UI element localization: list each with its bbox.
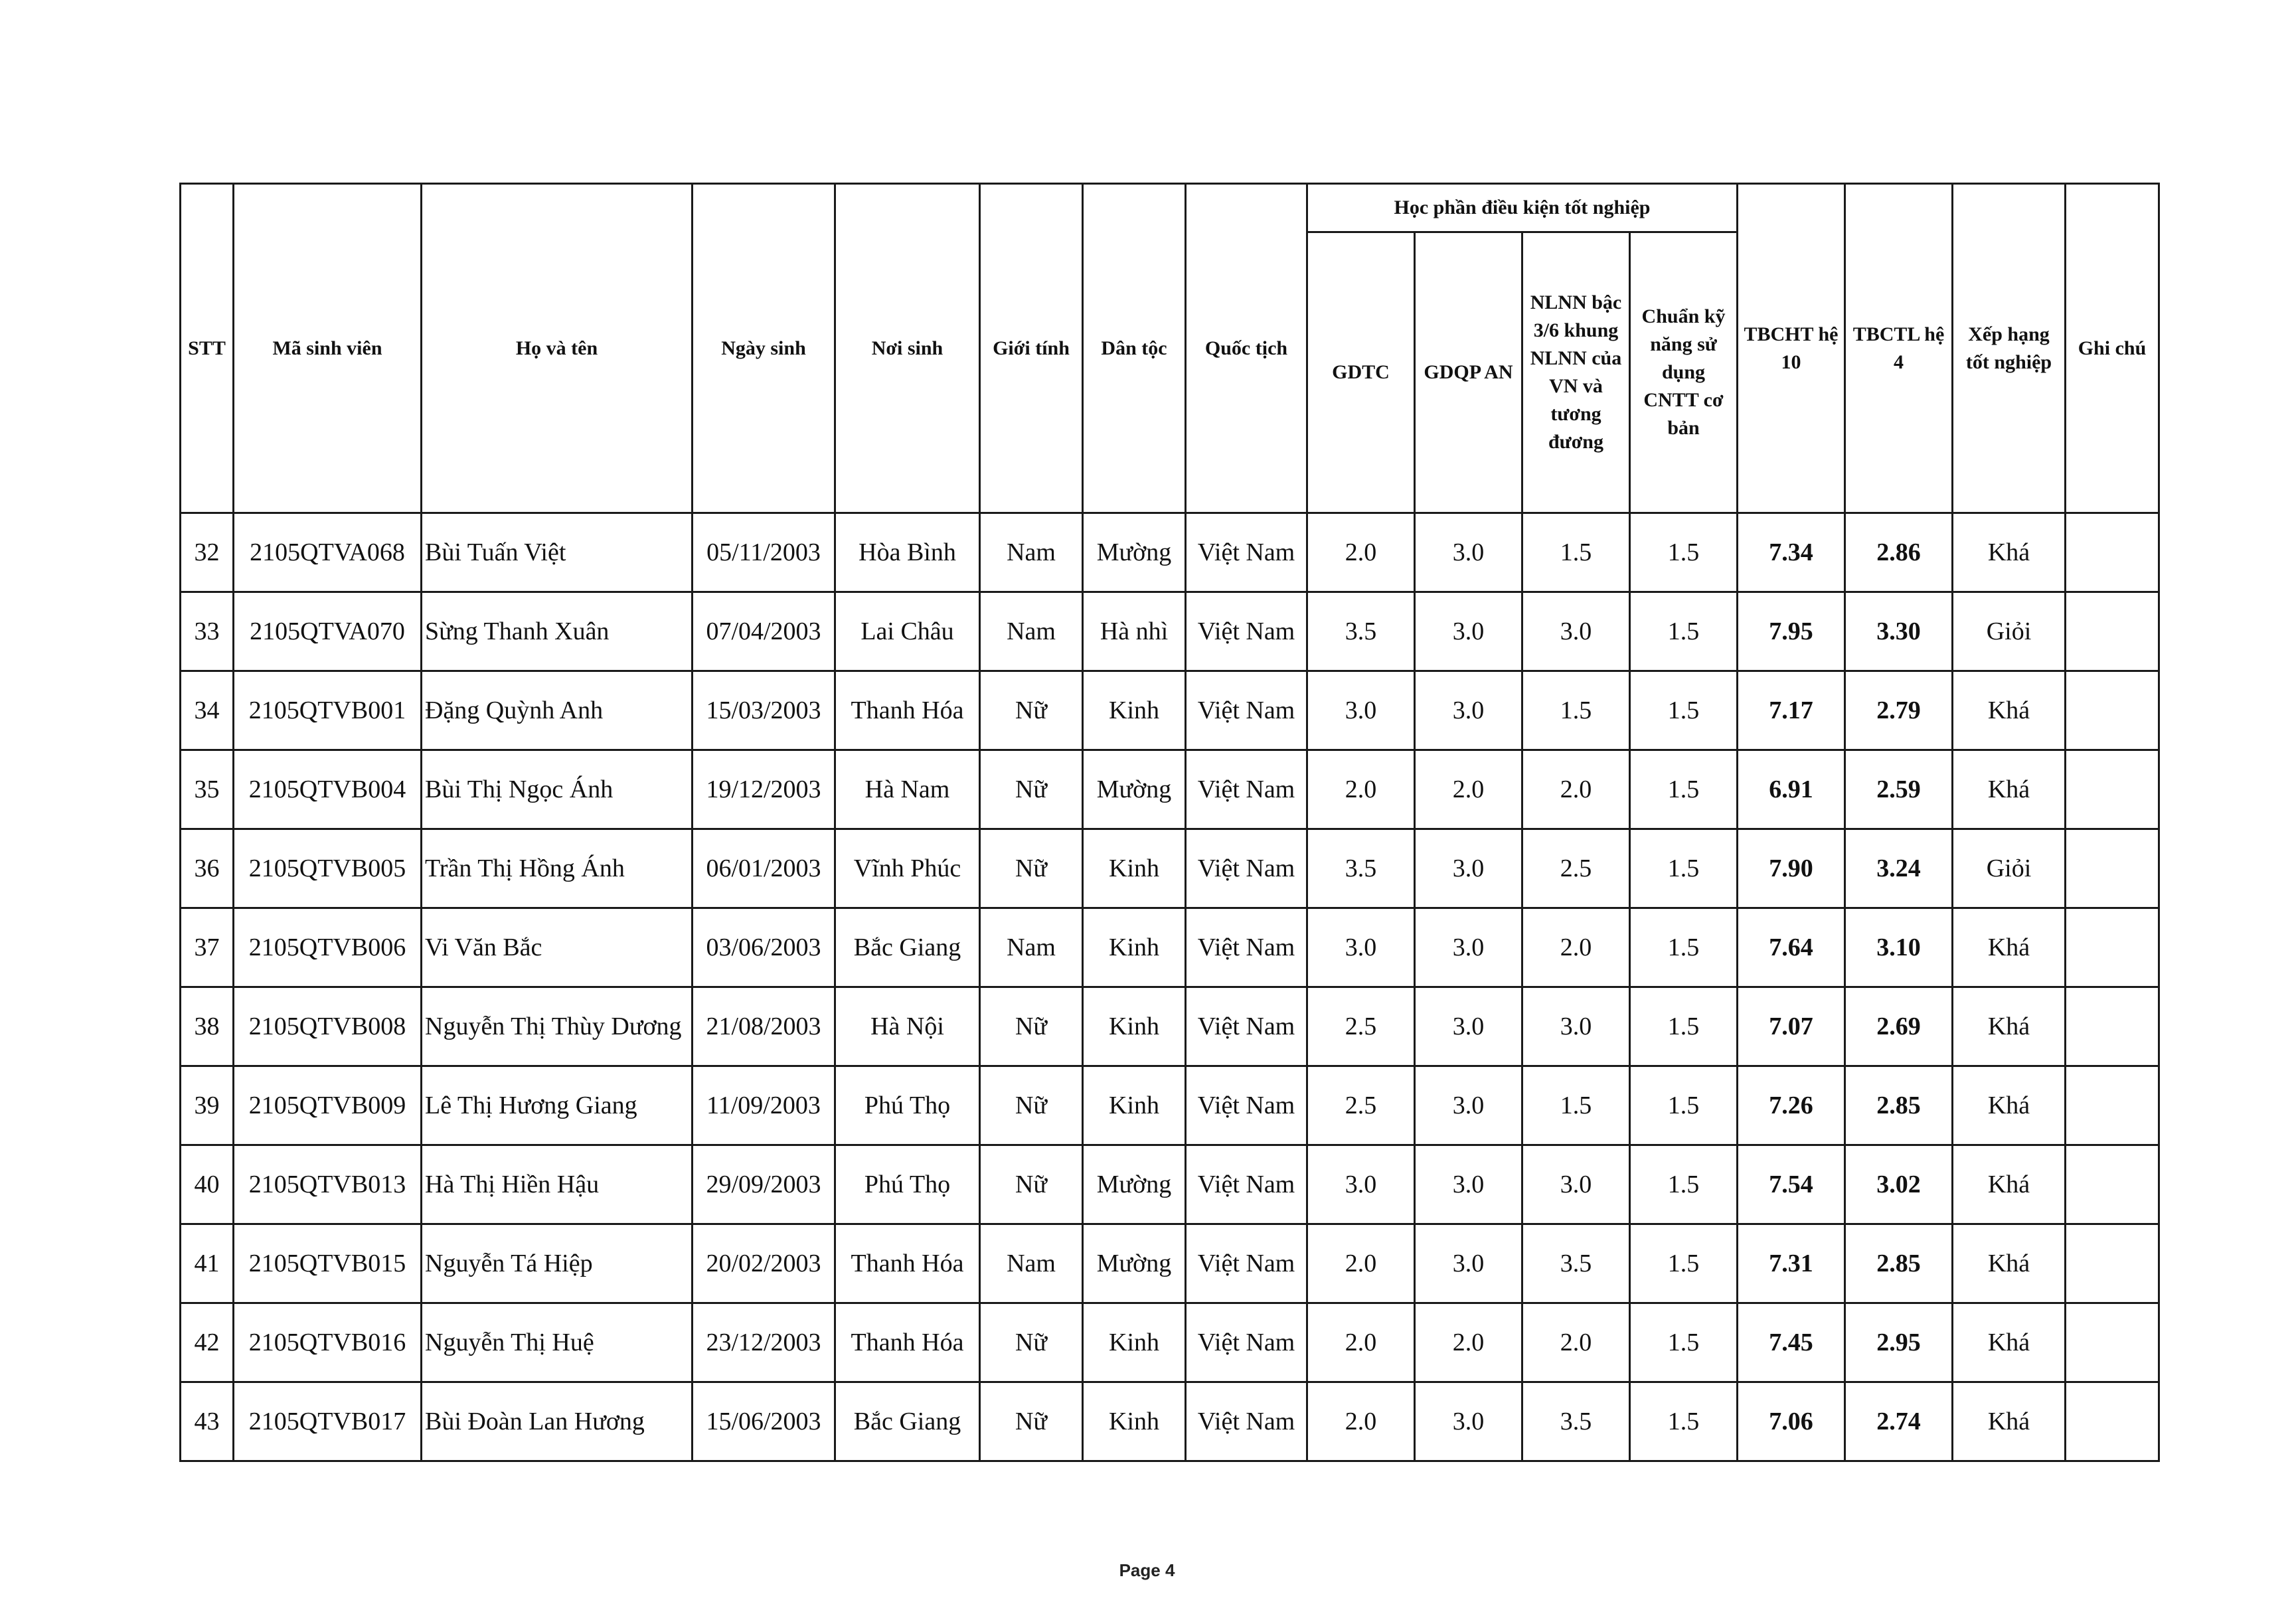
tbcht-cell: 7.45 — [1738, 1303, 1845, 1382]
note-cell — [2066, 1066, 2159, 1145]
gender-cell: Nam — [980, 908, 1083, 987]
table-row — [181, 671, 2159, 750]
student-id-cell: 2105QTVB008 — [234, 987, 422, 1066]
graduation-table — [179, 183, 2160, 1462]
tbctl-cell: 2.85 — [1845, 1224, 1953, 1303]
stt-cell: 33 — [181, 592, 234, 671]
note-cell — [2066, 513, 2159, 592]
stt-cell: 40 — [181, 1145, 234, 1224]
nlnn-cell: 3.0 — [1522, 987, 1630, 1066]
cntt-cell: 1.5 — [1630, 987, 1738, 1066]
stt-cell: 36 — [181, 829, 234, 908]
ethnicity-cell: Mường — [1083, 750, 1186, 829]
ethnicity-cell: Kinh — [1083, 1303, 1186, 1382]
header-tbctl: TBCTL hệ 4 — [1845, 184, 1953, 513]
tbctl-cell: 2.85 — [1845, 1066, 1953, 1145]
table-body — [181, 513, 2159, 1461]
gdtc-cell: 2.5 — [1307, 1066, 1415, 1145]
gdtc-cell: 3.5 — [1307, 592, 1415, 671]
table-row — [181, 1303, 2159, 1382]
nlnn-cell: 3.0 — [1522, 1145, 1630, 1224]
tbctl-cell: 3.24 — [1845, 829, 1953, 908]
student-id-cell: 2105QTVB005 — [234, 829, 422, 908]
nationality-cell: Việt Nam — [1186, 1303, 1307, 1382]
gdtc-cell: 3.5 — [1307, 829, 1415, 908]
gdqp-cell: 3.0 — [1415, 1382, 1522, 1461]
birthplace-cell: Lai Châu — [835, 592, 980, 671]
student-id-cell: 2105QTVB006 — [234, 908, 422, 987]
note-cell — [2066, 908, 2159, 987]
nlnn-cell: 3.5 — [1522, 1224, 1630, 1303]
tbctl-cell: 2.69 — [1845, 987, 1953, 1066]
name-cell: Sừng Thanh Xuân — [422, 592, 693, 671]
stt-cell: 34 — [181, 671, 234, 750]
name-cell: Trần Thị Hồng Ánh — [422, 829, 693, 908]
ethnicity-cell: Kinh — [1083, 1382, 1186, 1461]
nationality-cell: Việt Nam — [1186, 829, 1307, 908]
name-cell: Bùi Thị Ngọc Ánh — [422, 750, 693, 829]
gdqp-cell: 3.0 — [1415, 592, 1522, 671]
dob-cell: 19/12/2003 — [693, 750, 835, 829]
tbcht-cell: 7.34 — [1738, 513, 1845, 592]
nationality-cell: Việt Nam — [1186, 908, 1307, 987]
birthplace-cell: Phú Thọ — [835, 1145, 980, 1224]
nationality-cell: Việt Nam — [1186, 750, 1307, 829]
note-cell — [2066, 1303, 2159, 1382]
dob-cell: 23/12/2003 — [693, 1303, 835, 1382]
student-id-cell: 2105QTVA068 — [234, 513, 422, 592]
rank-cell: Giỏi — [1953, 829, 2066, 908]
table-row — [181, 1066, 2159, 1145]
dob-cell: 03/06/2003 — [693, 908, 835, 987]
gender-cell: Nữ — [980, 1382, 1083, 1461]
name-cell: Đặng Quỳnh Anh — [422, 671, 693, 750]
header-cntt: Chuẩn kỹ năng sử dụng CNTT cơ bản — [1630, 232, 1738, 513]
rank-cell: Khá — [1953, 1303, 2066, 1382]
rank-cell: Khá — [1953, 671, 2066, 750]
student-id-cell: 2105QTVB004 — [234, 750, 422, 829]
nlnn-cell: 1.5 — [1522, 1066, 1630, 1145]
cntt-cell: 1.5 — [1630, 1145, 1738, 1224]
header-graduation-conditions: Học phần điều kiện tốt nghiệp — [1307, 184, 1738, 232]
header-birthplace: Nơi sinh — [835, 184, 980, 513]
dob-cell: 05/11/2003 — [693, 513, 835, 592]
name-cell: Nguyễn Thị Thùy Dương — [422, 987, 693, 1066]
tbctl-cell: 2.86 — [1845, 513, 1953, 592]
birthplace-cell: Bắc Giang — [835, 1382, 980, 1461]
student-id-cell: 2105QTVB015 — [234, 1224, 422, 1303]
gdqp-cell: 3.0 — [1415, 513, 1522, 592]
student-id-cell: 2105QTVB009 — [234, 1066, 422, 1145]
tbcht-cell: 7.64 — [1738, 908, 1845, 987]
nlnn-cell: 3.5 — [1522, 1382, 1630, 1461]
ethnicity-cell: Mường — [1083, 1224, 1186, 1303]
nationality-cell: Việt Nam — [1186, 1066, 1307, 1145]
name-cell: Lê Thị Hương Giang — [422, 1066, 693, 1145]
name-cell: Hà Thị Hiền Hậu — [422, 1145, 693, 1224]
header-tbcht: TBCHT hệ 10 — [1738, 184, 1845, 513]
birthplace-cell: Vĩnh Phúc — [835, 829, 980, 908]
gdtc-cell: 3.0 — [1307, 1145, 1415, 1224]
tbcht-cell: 7.31 — [1738, 1224, 1845, 1303]
table-row — [181, 1224, 2159, 1303]
rank-cell: Khá — [1953, 1224, 2066, 1303]
gdtc-cell: 2.0 — [1307, 1303, 1415, 1382]
note-cell — [2066, 987, 2159, 1066]
birthplace-cell: Thanh Hóa — [835, 1303, 980, 1382]
cntt-cell: 1.5 — [1630, 513, 1738, 592]
name-cell: Nguyễn Tá Hiệp — [422, 1224, 693, 1303]
cntt-cell: 1.5 — [1630, 671, 1738, 750]
header-nationality: Quốc tịch — [1186, 184, 1307, 513]
gdqp-cell: 3.0 — [1415, 987, 1522, 1066]
gdtc-cell: 2.5 — [1307, 987, 1415, 1066]
rank-cell: Khá — [1953, 1382, 2066, 1461]
ethnicity-cell: Hà nhì — [1083, 592, 1186, 671]
gdqp-cell: 2.0 — [1415, 1303, 1522, 1382]
rank-cell: Khá — [1953, 513, 2066, 592]
note-cell — [2066, 1224, 2159, 1303]
tbcht-cell: 7.07 — [1738, 987, 1845, 1066]
gdqp-cell: 3.0 — [1415, 908, 1522, 987]
student-id-cell: 2105QTVB001 — [234, 671, 422, 750]
tbctl-cell: 2.59 — [1845, 750, 1953, 829]
ethnicity-cell: Kinh — [1083, 1066, 1186, 1145]
nationality-cell: Việt Nam — [1186, 592, 1307, 671]
ethnicity-cell: Mường — [1083, 1145, 1186, 1224]
stt-cell: 43 — [181, 1382, 234, 1461]
nationality-cell: Việt Nam — [1186, 987, 1307, 1066]
student-id-cell: 2105QTVB013 — [234, 1145, 422, 1224]
name-cell: Bùi Tuấn Việt — [422, 513, 693, 592]
tbcht-cell: 6.91 — [1738, 750, 1845, 829]
gdqp-cell: 2.0 — [1415, 750, 1522, 829]
name-cell: Vi Văn Bắc — [422, 908, 693, 987]
tbcht-cell: 7.17 — [1738, 671, 1845, 750]
page-number: Page 4 — [1119, 1560, 1175, 1580]
gdtc-cell: 2.0 — [1307, 750, 1415, 829]
nlnn-cell: 1.5 — [1522, 671, 1630, 750]
stt-cell: 42 — [181, 1303, 234, 1382]
note-cell — [2066, 1145, 2159, 1224]
header-rank: Xếp hạng tốt nghiệp — [1953, 184, 2066, 513]
gdqp-cell: 3.0 — [1415, 1145, 1522, 1224]
tbcht-cell: 7.26 — [1738, 1066, 1845, 1145]
header-gender: Giới tính — [980, 184, 1083, 513]
cntt-cell: 1.5 — [1630, 1066, 1738, 1145]
dob-cell: 15/06/2003 — [693, 1382, 835, 1461]
nlnn-cell: 2.0 — [1522, 1303, 1630, 1382]
tbcht-cell: 7.90 — [1738, 829, 1845, 908]
stt-cell: 39 — [181, 1066, 234, 1145]
gdqp-cell: 3.0 — [1415, 1224, 1522, 1303]
stt-cell: 35 — [181, 750, 234, 829]
student-id-cell: 2105QTVA070 — [234, 592, 422, 671]
birthplace-cell: Hòa Bình — [835, 513, 980, 592]
dob-cell: 20/02/2003 — [693, 1224, 835, 1303]
table-row — [181, 1382, 2159, 1461]
rank-cell: Khá — [1953, 1145, 2066, 1224]
nationality-cell: Việt Nam — [1186, 1145, 1307, 1224]
header-dob: Ngày sinh — [693, 184, 835, 513]
cntt-cell: 1.5 — [1630, 908, 1738, 987]
tbcht-cell: 7.54 — [1738, 1145, 1845, 1224]
cntt-cell: 1.5 — [1630, 829, 1738, 908]
gender-cell: Nữ — [980, 1066, 1083, 1145]
graduation-list-sheet — [179, 183, 2158, 1462]
birthplace-cell: Phú Thọ — [835, 1066, 980, 1145]
nlnn-cell: 2.0 — [1522, 750, 1630, 829]
gender-cell: Nữ — [980, 750, 1083, 829]
stt-cell: 37 — [181, 908, 234, 987]
tbctl-cell: 2.79 — [1845, 671, 1953, 750]
gender-cell: Nam — [980, 513, 1083, 592]
rank-cell: Khá — [1953, 987, 2066, 1066]
table-row — [181, 592, 2159, 671]
ethnicity-cell: Mường — [1083, 513, 1186, 592]
student-id-cell: 2105QTVB017 — [234, 1382, 422, 1461]
nlnn-cell: 2.0 — [1522, 908, 1630, 987]
cntt-cell: 1.5 — [1630, 1382, 1738, 1461]
header-gdtc: GDTC — [1307, 232, 1415, 513]
ethnicity-cell: Kinh — [1083, 987, 1186, 1066]
cntt-cell: 1.5 — [1630, 1303, 1738, 1382]
gdtc-cell: 2.0 — [1307, 1382, 1415, 1461]
gender-cell: Nữ — [980, 987, 1083, 1066]
header-student-id: Mã sinh viên — [234, 184, 422, 513]
ethnicity-cell: Kinh — [1083, 671, 1186, 750]
student-id-cell: 2105QTVB016 — [234, 1303, 422, 1382]
name-cell: Bùi Đoàn Lan Hương — [422, 1382, 693, 1461]
birthplace-cell: Thanh Hóa — [835, 671, 980, 750]
nlnn-cell: 1.5 — [1522, 513, 1630, 592]
table-row — [181, 908, 2159, 987]
stt-cell: 38 — [181, 987, 234, 1066]
header-note: Ghi chú — [2066, 184, 2159, 513]
tbctl-cell: 2.74 — [1845, 1382, 1953, 1461]
header-stt: STT — [181, 184, 234, 513]
dob-cell: 11/09/2003 — [693, 1066, 835, 1145]
name-cell: Nguyễn Thị Huệ — [422, 1303, 693, 1382]
rank-cell: Giỏi — [1953, 592, 2066, 671]
tbcht-cell: 7.06 — [1738, 1382, 1845, 1461]
ethnicity-cell: Kinh — [1083, 829, 1186, 908]
tbctl-cell: 3.10 — [1845, 908, 1953, 987]
gender-cell: Nam — [980, 592, 1083, 671]
rank-cell: Khá — [1953, 1066, 2066, 1145]
tbctl-cell: 3.30 — [1845, 592, 1953, 671]
nlnn-cell: 2.5 — [1522, 829, 1630, 908]
stt-cell: 32 — [181, 513, 234, 592]
cntt-cell: 1.5 — [1630, 592, 1738, 671]
nationality-cell: Việt Nam — [1186, 1224, 1307, 1303]
gender-cell: Nữ — [980, 1303, 1083, 1382]
table-row — [181, 829, 2159, 908]
tbctl-cell: 2.95 — [1845, 1303, 1953, 1382]
gdtc-cell: 2.0 — [1307, 513, 1415, 592]
header-gdqp: GDQP AN — [1415, 232, 1522, 513]
gender-cell: Nam — [980, 1224, 1083, 1303]
table-row — [181, 750, 2159, 829]
birthplace-cell: Hà Nam — [835, 750, 980, 829]
gdqp-cell: 3.0 — [1415, 671, 1522, 750]
stt-cell: 41 — [181, 1224, 234, 1303]
header-full-name: Họ và tên — [422, 184, 693, 513]
note-cell — [2066, 671, 2159, 750]
nationality-cell: Việt Nam — [1186, 1382, 1307, 1461]
gender-cell: Nữ — [980, 1145, 1083, 1224]
nationality-cell: Việt Nam — [1186, 513, 1307, 592]
gdqp-cell: 3.0 — [1415, 829, 1522, 908]
dob-cell: 06/01/2003 — [693, 829, 835, 908]
note-cell — [2066, 1382, 2159, 1461]
gender-cell: Nữ — [980, 829, 1083, 908]
gender-cell: Nữ — [980, 671, 1083, 750]
dob-cell: 15/03/2003 — [693, 671, 835, 750]
note-cell — [2066, 592, 2159, 671]
header-nlnn: NLNN bậc 3/6 khung NLNN của VN và tương đương — [1522, 232, 1630, 513]
note-cell — [2066, 750, 2159, 829]
ethnicity-cell: Kinh — [1083, 908, 1186, 987]
dob-cell: 21/08/2003 — [693, 987, 835, 1066]
rank-cell: Khá — [1953, 908, 2066, 987]
gdtc-cell: 3.0 — [1307, 671, 1415, 750]
tbctl-cell: 3.02 — [1845, 1145, 1953, 1224]
gdtc-cell: 3.0 — [1307, 908, 1415, 987]
dob-cell: 07/04/2003 — [693, 592, 835, 671]
birthplace-cell: Bắc Giang — [835, 908, 980, 987]
table-row — [181, 1145, 2159, 1224]
note-cell — [2066, 829, 2159, 908]
dob-cell: 29/09/2003 — [693, 1145, 835, 1224]
tbcht-cell: 7.95 — [1738, 592, 1845, 671]
birthplace-cell: Thanh Hóa — [835, 1224, 980, 1303]
rank-cell: Khá — [1953, 750, 2066, 829]
header-ethnicity: Dân tộc — [1083, 184, 1186, 513]
gdqp-cell: 3.0 — [1415, 1066, 1522, 1145]
cntt-cell: 1.5 — [1630, 750, 1738, 829]
nationality-cell: Việt Nam — [1186, 671, 1307, 750]
table-row — [181, 513, 2159, 592]
birthplace-cell: Hà Nội — [835, 987, 980, 1066]
gdtc-cell: 2.0 — [1307, 1224, 1415, 1303]
cntt-cell: 1.5 — [1630, 1224, 1738, 1303]
nlnn-cell: 3.0 — [1522, 592, 1630, 671]
table-row — [181, 987, 2159, 1066]
